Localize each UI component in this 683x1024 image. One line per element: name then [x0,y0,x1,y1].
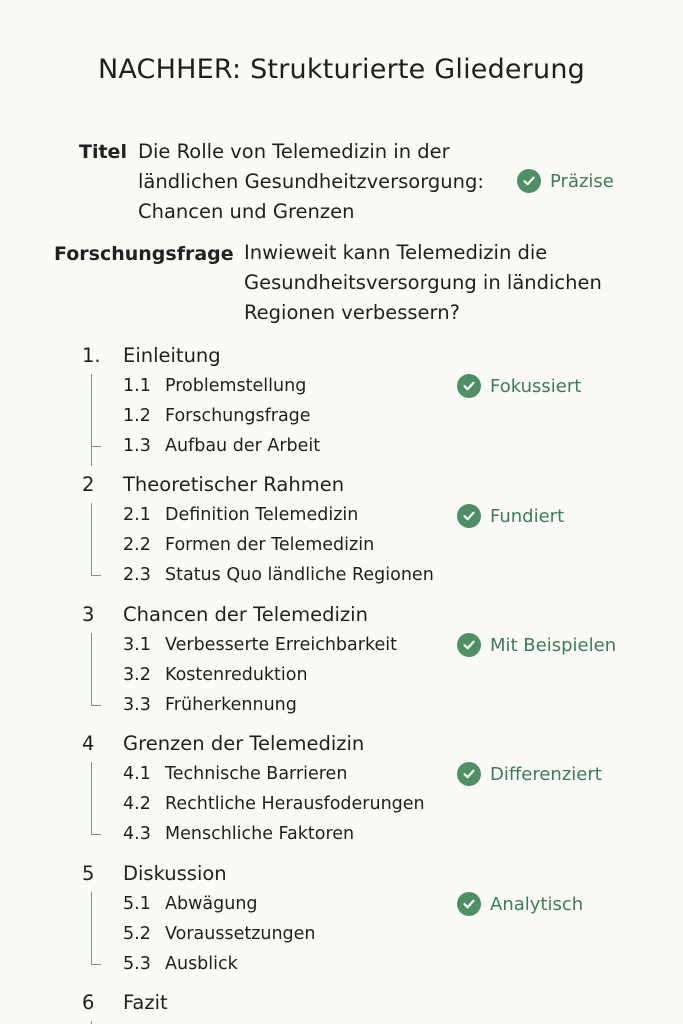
badge-label: Mit Beispielen [490,634,617,656]
section-title: Fazit [123,991,168,1014]
forschungsfrage-label: Forschungsfrage [54,243,234,265]
tree-line [91,762,92,834]
check-icon [457,633,481,657]
tree-tick [91,575,101,576]
section-number: 1. [82,344,101,367]
section-title: Diskussion [123,862,227,885]
forschungsfrage-line: Regionen verbessern? [244,301,460,324]
titel-line: Chancen und Grenzen [138,200,355,223]
section-title: Theoretischer Rahmen [123,473,345,496]
titel-line: ländlichen Gesundheitzversorgung: [138,170,484,193]
subsection-title: Voraussetzungen [165,924,316,944]
section-number: 5 [82,862,95,885]
subsection-number: 4.1 [123,764,151,784]
section-badge [457,633,616,657]
subsection-title: Abwägung [165,894,258,914]
titel-line: Die Rolle von Telemedizin in der [138,140,450,163]
tree-line [91,892,92,964]
tree-tick [91,705,101,706]
forschungsfrage-text [244,238,602,328]
check-icon [517,169,541,193]
badge-label: Analytisch [490,893,584,915]
subsection-number: 3.3 [123,695,151,715]
subsection-title: Status Quo ländliche Regionen [165,565,434,585]
subsection-number: 1.2 [123,406,151,426]
subsection-number: 4.2 [123,794,151,814]
subsection-title: Ausblick [165,954,238,974]
badge-label: Fundiert [490,505,565,527]
section-number: 6 [82,991,95,1014]
subsection-number: 3.1 [123,635,151,655]
titel-badge [517,169,614,193]
tree-line [91,503,92,575]
tree-line [91,374,92,466]
titel-label: Titel [79,141,127,163]
subsection-number: 4.3 [123,824,151,844]
section-number: 2 [82,473,95,496]
section-title: Chancen der Telemedizin [123,603,368,626]
badge-label: Differenziert [490,763,602,785]
forschungsfrage-line: Gesundheitsversorgung in ländichen [244,271,602,294]
subsection-title: Definition Telemedizin [165,505,359,525]
subsection-title: Menschliche Faktoren [165,824,355,844]
tree-tick [91,964,101,965]
subsection-number: 2.3 [123,565,151,585]
subsection-number: 3.2 [123,665,151,685]
section-number: 3 [82,603,95,626]
subsection-number: 2.1 [123,505,151,525]
subsection-number: 1.1 [123,376,151,396]
section-title: Einleitung [123,344,221,367]
section-title: Grenzen der Telemedizin [123,732,365,755]
subsection-number: 5.1 [123,894,151,914]
section-number: 4 [82,732,95,755]
subsection-title: Problemstellung [165,376,307,396]
subsection-number: 5.3 [123,954,151,974]
section-badge [457,762,602,786]
titel-text [138,137,484,227]
check-icon [457,504,481,528]
section-badge [457,504,564,528]
tree-tick [91,446,101,447]
badge-label: Fokussiert [490,375,582,397]
tree-line [91,633,92,705]
forschungsfrage-line: Inwieweit kann Telemedizin die [244,241,548,264]
subsection-title: Rechtliche Herausfoderungen [165,794,425,814]
subsection-number: 1.3 [123,436,151,456]
subsection-title: Kostenreduktion [165,665,308,685]
check-icon [457,892,481,916]
check-icon [457,374,481,398]
badge-label: Präzise [550,170,614,192]
subsection-title: Verbesserte Erreichbarkeit [165,635,397,655]
page-title: NACHHER: Strukturierte Gliederung [97,54,586,85]
check-icon [457,762,481,786]
subsection-title: Früherkennung [165,695,297,715]
section-badge [457,892,583,916]
subsection-number: 5.2 [123,924,151,944]
section-badge [457,374,581,398]
subsection-title: Formen der Telemedizin [165,535,375,555]
subsection-number: 2.2 [123,535,151,555]
tree-tick [91,834,101,835]
subsection-title: Technische Barrieren [165,764,348,784]
subsection-title: Aufbau der Arbeit [165,436,321,456]
subsection-title: Forschungsfrage [165,406,311,426]
